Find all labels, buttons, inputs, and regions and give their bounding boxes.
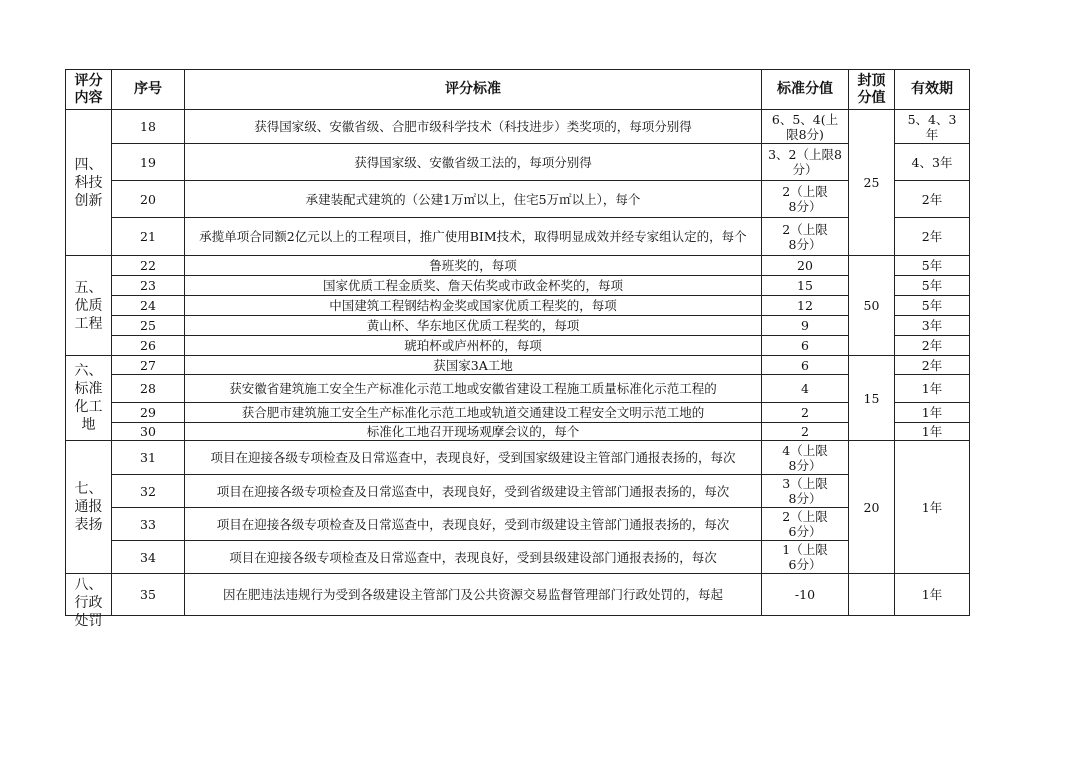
scoring-table: [65, 69, 970, 629]
cap-cell: [849, 574, 895, 616]
row-validity: 5、4、3 年: [895, 110, 970, 144]
row-no: 33: [112, 508, 185, 541]
row-no: 31: [112, 441, 185, 475]
row-criteria: 标准化工地召开现场观摩会议的，每个: [185, 423, 762, 441]
row-no: 32: [112, 475, 185, 508]
row-no: 22: [112, 256, 185, 276]
row-criteria: 项目在迎接各级专项检查及日常巡查中，表现良好，受到县级建设部门通报表扬的，每次: [185, 541, 762, 574]
row-criteria: 琥珀杯或庐州杯的，每项: [185, 336, 762, 356]
category-cell: 七、 通报 表扬: [66, 441, 112, 574]
row-no: 34: [112, 541, 185, 574]
row-no: 28: [112, 375, 185, 403]
row-no: 25: [112, 316, 185, 336]
header-row: [66, 70, 970, 110]
header-score: 标准分值: [762, 70, 849, 110]
cap-cell: 15: [849, 356, 895, 441]
row-score: -10: [762, 574, 849, 616]
category-cell: 五、 优质 工程: [66, 256, 112, 356]
row-score: 12: [762, 296, 849, 316]
row-validity: 2年: [895, 356, 970, 375]
header-cap: 封顶 分值: [849, 70, 895, 110]
row-score: 1（上限 6分）: [762, 541, 849, 574]
row-score: 2: [762, 423, 849, 441]
row-validity: 1年: [895, 423, 970, 441]
row-score: 2: [762, 403, 849, 423]
row-validity: 1年: [895, 574, 970, 616]
row-score: 20: [762, 256, 849, 276]
table-row: [66, 375, 970, 403]
row-criteria: 黄山杯、华东地区优质工程奖的，每项: [185, 316, 762, 336]
row-no: 19: [112, 144, 185, 181]
row-validity: 5年: [895, 296, 970, 316]
row-criteria: 中国建筑工程钢结构金奖或国家优质工程奖的，每项: [185, 296, 762, 316]
row-score: 9: [762, 316, 849, 336]
row-score: 4: [762, 375, 849, 403]
table-row: [66, 181, 970, 218]
table-row: [66, 475, 970, 508]
row-criteria: 获安徽省建筑施工安全生产标准化示范工地或安徽省建设工程施工质量标准化示范工程的: [185, 375, 762, 403]
category-cell: 八、 行政 处罚: [66, 574, 112, 616]
row-criteria: 项目在迎接各级专项检查及日常巡查中，表现良好，受到省级建设主管部门通报表扬的，每次: [185, 475, 762, 508]
table-row: [66, 356, 970, 375]
table-row: [66, 336, 970, 356]
row-score: 2（上限 8分）: [762, 181, 849, 218]
table-row: [66, 256, 970, 276]
row-criteria: 获合肥市建筑施工安全生产标准化示范工地或轨道交通建设工程安全文明示范工地的: [185, 403, 762, 423]
row-validity: 2年: [895, 218, 970, 256]
table-row: [66, 296, 970, 316]
header-criteria: 评分标准: [185, 70, 762, 110]
row-validity: 5年: [895, 256, 970, 276]
row-criteria: 获得国家级、安徽省级、合肥市级科学技术（科技进步）类奖项的，每项分别得: [185, 110, 762, 144]
table-row: [66, 218, 970, 256]
row-validity: 5年: [895, 276, 970, 296]
table-row: [66, 574, 970, 616]
row-validity: 3年: [895, 316, 970, 336]
table-row: [66, 508, 970, 541]
row-validity: 1年: [895, 403, 970, 423]
header-category: 评分 内容: [66, 70, 112, 110]
row-criteria: 因在肥违法违规行为受到各级建设主管部门及公共资源交易监督管理部门行政处罚的，每起: [185, 574, 762, 616]
header-no: 序号: [112, 70, 185, 110]
table-row: [66, 423, 970, 441]
row-no: 27: [112, 356, 185, 375]
cap-cell: 20: [849, 441, 895, 574]
row-no: 24: [112, 296, 185, 316]
cap-cell: 25: [849, 110, 895, 256]
row-no: 18: [112, 110, 185, 144]
table-row: [66, 144, 970, 181]
table-row: [66, 403, 970, 423]
table-row: [66, 110, 970, 144]
category-cell: 六、 标准 化工 地: [66, 356, 112, 441]
row-criteria: 获国家3A工地: [185, 356, 762, 375]
row-score: 2（上限 6分）: [762, 508, 849, 541]
row-no: 26: [112, 336, 185, 356]
header-validity: 有效期: [895, 70, 970, 110]
table-row: [66, 441, 970, 475]
row-criteria: 承揽单项合同额2亿元以上的工程项目，推广使用BIM技术，取得明显成效并经专家组认定的，每个: [185, 218, 762, 256]
row-criteria: 承建装配式建筑的（公建1万㎡以上，住宅5万㎡以上），每个: [185, 181, 762, 218]
row-score: 3（上限 8分）: [762, 475, 849, 508]
row-no: 21: [112, 218, 185, 256]
row-validity: 1年: [895, 441, 970, 574]
row-validity: 4、3年: [895, 144, 970, 181]
table-row: [66, 276, 970, 296]
row-criteria: 项目在迎接各级专项检查及日常巡查中，表现良好，受到市级建设主管部门通报表扬的，每次: [185, 508, 762, 541]
row-no: 29: [112, 403, 185, 423]
row-score: 6、5、4(上 限8分): [762, 110, 849, 144]
row-score: 2（上限 8分）: [762, 218, 849, 256]
row-score: 15: [762, 276, 849, 296]
row-score: 6: [762, 336, 849, 356]
row-score: 4（上限 8分）: [762, 441, 849, 475]
category-cell: 四、 科技 创新: [66, 110, 112, 256]
row-validity: 1年: [895, 375, 970, 403]
row-score: 3、2（上限8 分）: [762, 144, 849, 181]
row-validity: 2年: [895, 181, 970, 218]
row-no: 23: [112, 276, 185, 296]
row-criteria: 获得国家级、安徽省级工法的，每项分别得: [185, 144, 762, 181]
row-criteria: 鲁班奖的，每项: [185, 256, 762, 276]
row-criteria: 项目在迎接各级专项检查及日常巡查中，表现良好，受到国家级建设主管部门通报表扬的，每次: [185, 441, 762, 475]
row-no: 30: [112, 423, 185, 441]
row-no: 35: [112, 574, 185, 616]
table-row: [66, 316, 970, 336]
row-no: 20: [112, 181, 185, 218]
row-criteria: 国家优质工程金质奖、詹天佑奖或市政金杯奖的，每项: [185, 276, 762, 296]
row-validity: 2年: [895, 336, 970, 356]
cap-cell: 50: [849, 256, 895, 356]
table-row: [66, 541, 970, 574]
row-score: 6: [762, 356, 849, 375]
